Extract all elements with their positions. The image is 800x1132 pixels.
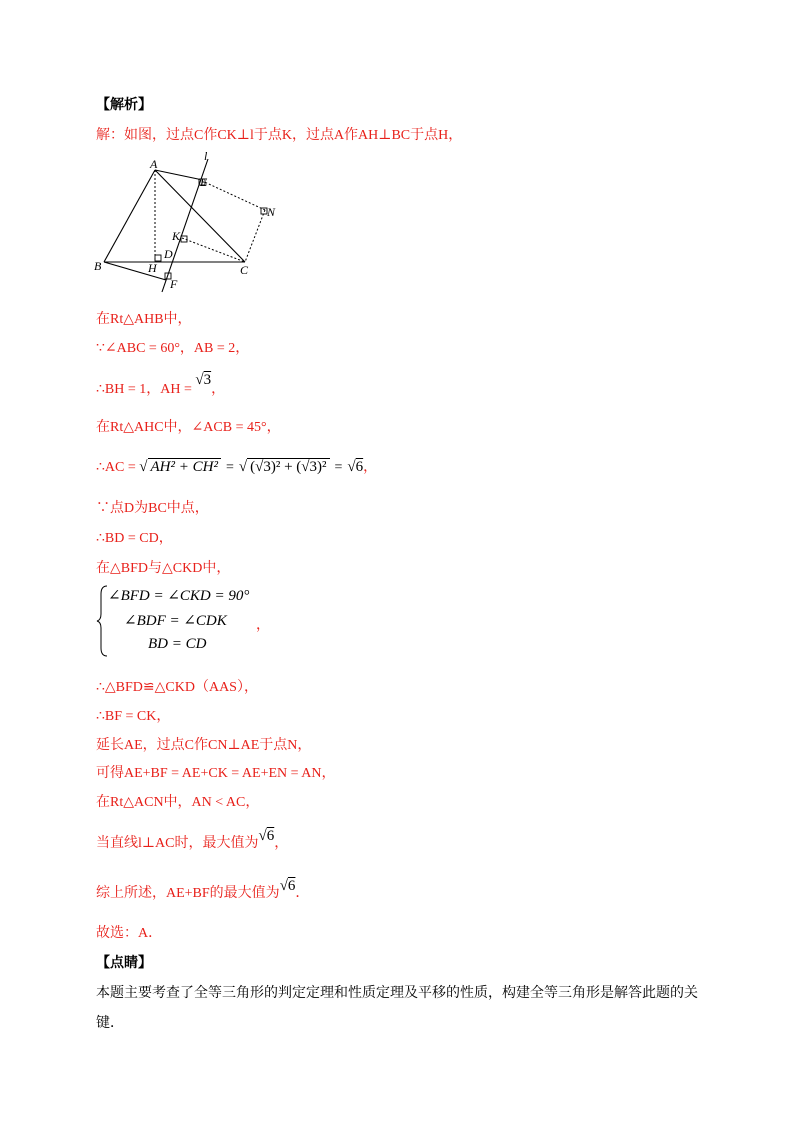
sqrt6-radicand-c: 6 — [287, 878, 296, 894]
conclusion-period: ． — [295, 886, 310, 901]
line-rt-ahc: 在Rt△AHC中，∠ACB = 45°， — [96, 420, 281, 435]
line-given: ∵∠ABC = 60°，AB = 2， — [96, 341, 250, 356]
system-comma: ， — [256, 618, 270, 633]
ac-radical-2: √ (√3)² + (√3)² — [239, 458, 330, 475]
ac-radicand-1: AH² + CH² — [148, 458, 221, 475]
ac-equal-1: = — [225, 460, 234, 475]
sqrt6-radicand-a: 6 — [355, 459, 364, 475]
max-when-comma: ， — [274, 836, 289, 851]
max-when-text: 当直线l⊥AC时，最大值为 — [96, 836, 259, 851]
segment-bf — [104, 262, 166, 280]
segment-ab — [104, 170, 155, 262]
line-extend-ae: 延长AE，过点C作CN⊥AE于点N， — [96, 738, 312, 753]
system-row-1: ∠BFD = ∠CKD = 90° — [108, 588, 250, 604]
line-answer: 故选：A． — [96, 926, 163, 941]
equation-system — [96, 584, 296, 658]
label-l: l — [204, 152, 208, 163]
ac-radicand-2: (√3)² + (√3)² — [247, 458, 329, 475]
sqrt6-radical-c: √6 — [279, 878, 296, 894]
sqrt6-radical-a: √6 — [347, 459, 364, 475]
label-h: H — [148, 261, 157, 275]
ac-text: ∴AC = — [96, 460, 140, 475]
label-a: A — [150, 157, 158, 171]
analysis-heading: 【解析】 — [96, 98, 152, 113]
line-bd-cd: ∴BD = CD， — [96, 531, 173, 546]
right-angle-k — [181, 236, 187, 242]
segment-en — [198, 179, 265, 210]
line-ac — [96, 458, 377, 477]
comment-line-1: 本题主要考查了全等三角形的判定定理和性质定理及平移的性质，构建全等三角形是解答此题的关 — [96, 986, 698, 1001]
segment-ae — [155, 170, 198, 179]
geometry-figure — [90, 152, 300, 302]
ac-equal-2: = — [334, 460, 343, 475]
segment-nc — [245, 210, 265, 262]
comment-heading: 【点睛】 — [96, 956, 152, 971]
line-rt-ahb: 在Rt△AHB中， — [96, 312, 192, 327]
label-f: F — [170, 277, 178, 291]
line-bh-ah — [96, 372, 226, 399]
line-in-triangles: 在△BFD与△CKD中， — [96, 561, 231, 576]
bh-ah-comma: ， — [211, 382, 226, 397]
line-conclusion — [96, 878, 310, 903]
system-row-3: BD = CD — [148, 636, 207, 652]
line-rt-acn: 在Rt△ACN中，AN < AC， — [96, 795, 260, 810]
sqrt3-radical: √3 — [195, 372, 212, 388]
line-congruent: ∴△BFD≌△CKD（AAS）， — [96, 680, 258, 695]
ac-comma: ， — [363, 460, 378, 475]
solution-intro: 解：如图，过点C作CK⊥l于点K，过点A作AH⊥BC于点H， — [96, 128, 463, 143]
label-e: E — [200, 175, 208, 189]
label-b: B — [94, 259, 102, 273]
comment-line-2: 键． — [96, 1016, 124, 1031]
line-max-when — [96, 828, 289, 853]
bh-ah-text: ∴BH = 1，AH = — [96, 382, 196, 397]
conclusion-text: 综上所述，AE+BF的最大值为 — [96, 886, 280, 901]
system-row-2: ∠BDF = ∠CDK — [124, 613, 227, 629]
label-k: K — [172, 229, 181, 243]
line-bf-ck: ∴BF = CK， — [96, 709, 171, 724]
ac-radical-1: √ AH² + CH² — [139, 458, 221, 475]
sqrt6-radical-b: √6 — [258, 828, 275, 844]
sqrt6-radicand-b: 6 — [266, 828, 275, 844]
line-sum: 可得AE+BF = AE+CK = AE+EN = AN， — [96, 766, 336, 781]
segment-kc — [182, 238, 245, 262]
line-midpoint: ∵点D为BC中点， — [96, 501, 209, 516]
label-c: C — [240, 263, 249, 277]
sqrt3-radicand: 3 — [203, 372, 212, 388]
label-d: D — [164, 247, 173, 261]
label-n: N — [267, 205, 276, 219]
